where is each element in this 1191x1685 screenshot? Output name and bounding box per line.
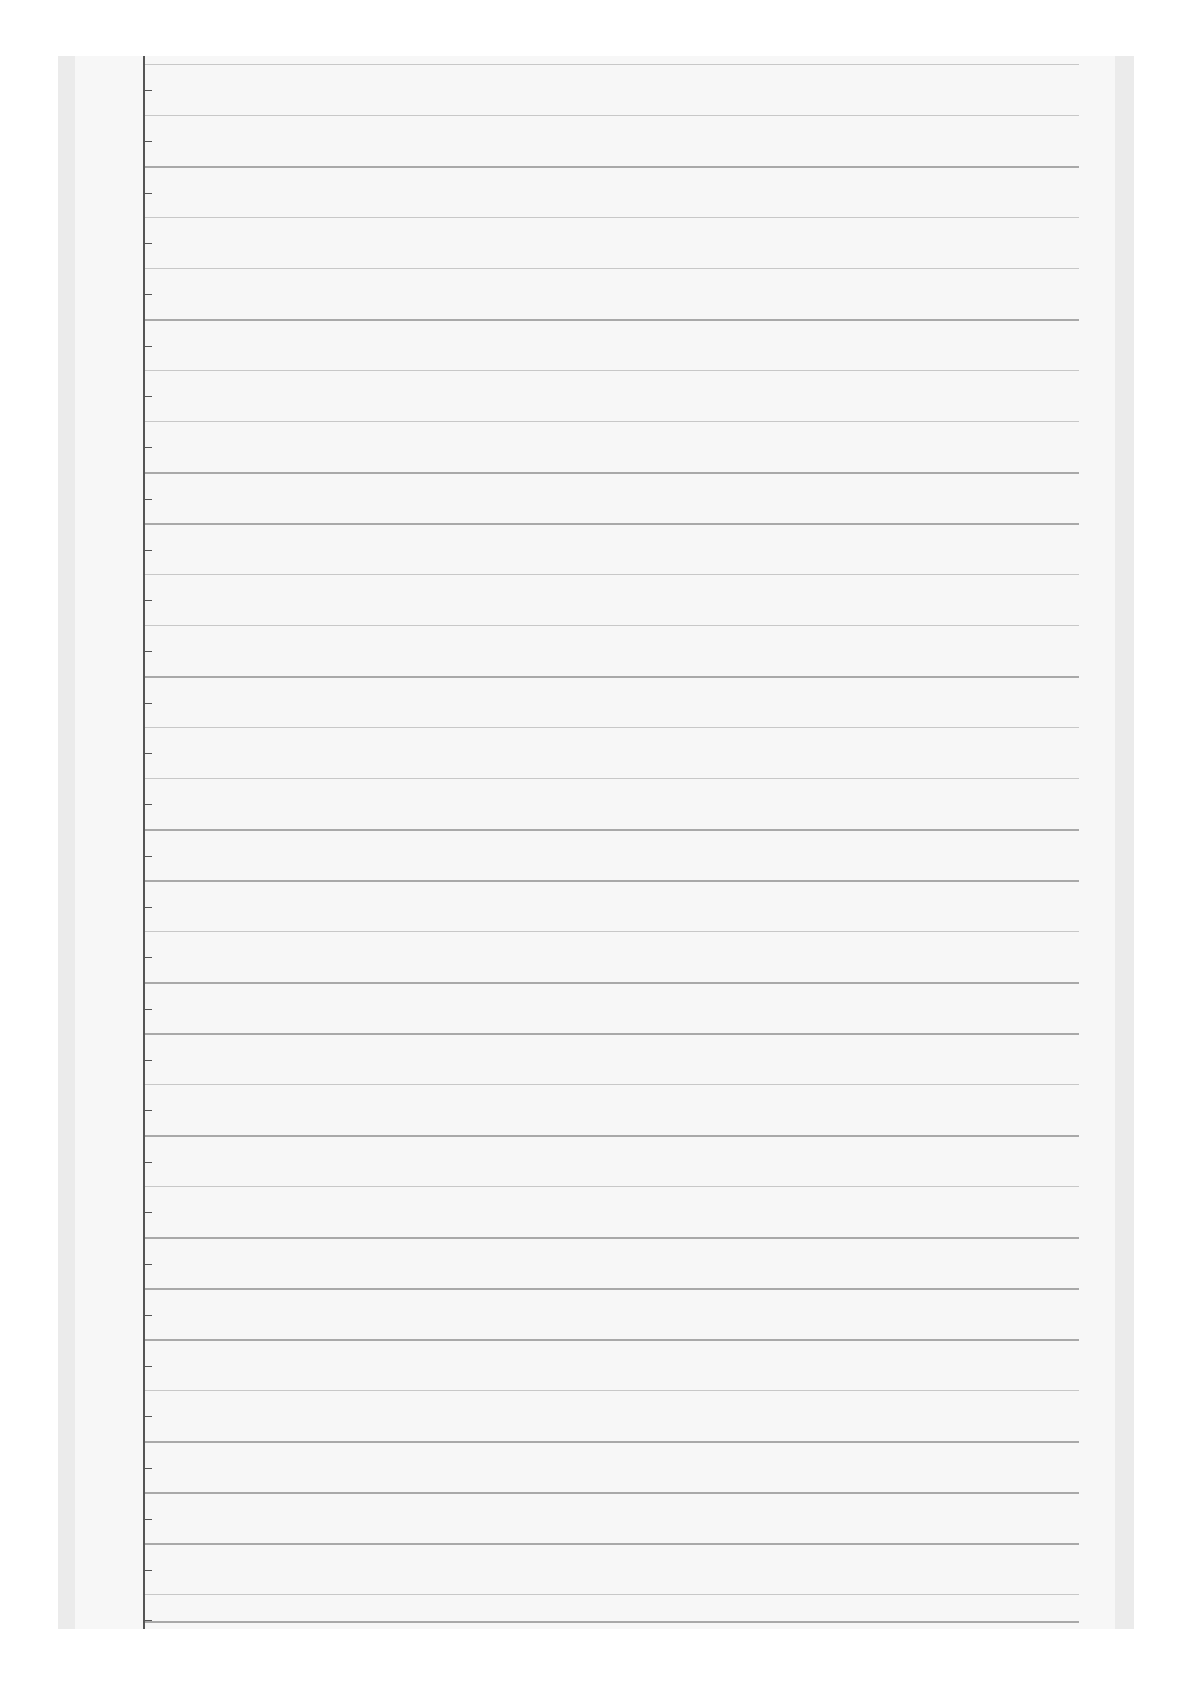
toc-item: [145, 778, 1079, 829]
toc-item: [145, 166, 1079, 217]
tree-branch-tick: [145, 1212, 152, 1213]
toc-item: [145, 1492, 1079, 1543]
toc-item: [145, 982, 1079, 1033]
tree-branch-tick: [145, 1315, 152, 1316]
tree-branch-tick: [145, 651, 152, 652]
toc-item: [145, 880, 1079, 931]
tree-branch-tick: [145, 141, 152, 142]
toc-item: [145, 1543, 1079, 1594]
toc-item: [145, 217, 1079, 268]
tree-branch-tick: [145, 1519, 152, 1520]
tree-branch-tick: [145, 1468, 152, 1469]
toc-item: [145, 1186, 1079, 1237]
tree-branch-tick: [145, 1162, 152, 1163]
tree-branch-tick: [145, 447, 152, 448]
table-of-contents: [145, 64, 1079, 1645]
tree-branch-tick: [145, 346, 152, 347]
tree-branch-tick: [145, 243, 152, 244]
toc-item: [145, 1594, 1079, 1645]
tree-branch-tick: [145, 600, 152, 601]
toc-item: [145, 268, 1079, 319]
toc-bottom-divider: [145, 1621, 1079, 1623]
toc-item: [145, 370, 1079, 421]
tree-branch-tick: [145, 957, 152, 958]
toc-item: [145, 574, 1079, 625]
toc-item: [145, 1135, 1079, 1186]
toc-item: [145, 64, 1079, 115]
tree-branch-tick: [145, 90, 152, 91]
tree-branch-tick: [145, 550, 152, 551]
toc-item: [145, 829, 1079, 880]
toc-item: [145, 1237, 1079, 1288]
tree-branch-tick: [145, 907, 152, 908]
toc-item: [145, 727, 1079, 778]
toc-item: [145, 1390, 1079, 1441]
toc-item: [145, 1441, 1079, 1492]
tree-branch-tick: [145, 1264, 152, 1265]
document-page: [58, 56, 1134, 1629]
toc-item: [145, 523, 1079, 574]
toc-item: [145, 625, 1079, 676]
toc-item: [145, 676, 1079, 727]
tree-branch-tick: [145, 1110, 152, 1111]
tree-branch-tick: [145, 1570, 152, 1571]
tree-branch-tick: [145, 804, 152, 805]
toc-panel: [75, 56, 1115, 1629]
toc-item: [145, 1339, 1079, 1390]
toc-item: [145, 1084, 1079, 1135]
tree-branch-tick: [145, 1060, 152, 1061]
tree-branch-tick: [145, 396, 152, 397]
toc-item: [145, 319, 1079, 370]
tree-branch-tick: [145, 499, 152, 500]
tree-branch-tick: [145, 1009, 152, 1010]
toc-item: [145, 1033, 1079, 1084]
tree-branch-tick: [145, 753, 152, 754]
tree-branch-tick: [145, 294, 152, 295]
toc-item: [145, 421, 1079, 472]
toc-item: [145, 931, 1079, 982]
tree-branch-tick: [145, 193, 152, 194]
tree-branch-tick: [145, 1416, 152, 1417]
tree-branch-tick: [145, 856, 152, 857]
tree-branch-tick: [145, 703, 152, 704]
toc-item: [145, 1288, 1079, 1339]
tree-branch-tick: [145, 1366, 152, 1367]
toc-item: [145, 472, 1079, 523]
toc-item: [145, 115, 1079, 166]
